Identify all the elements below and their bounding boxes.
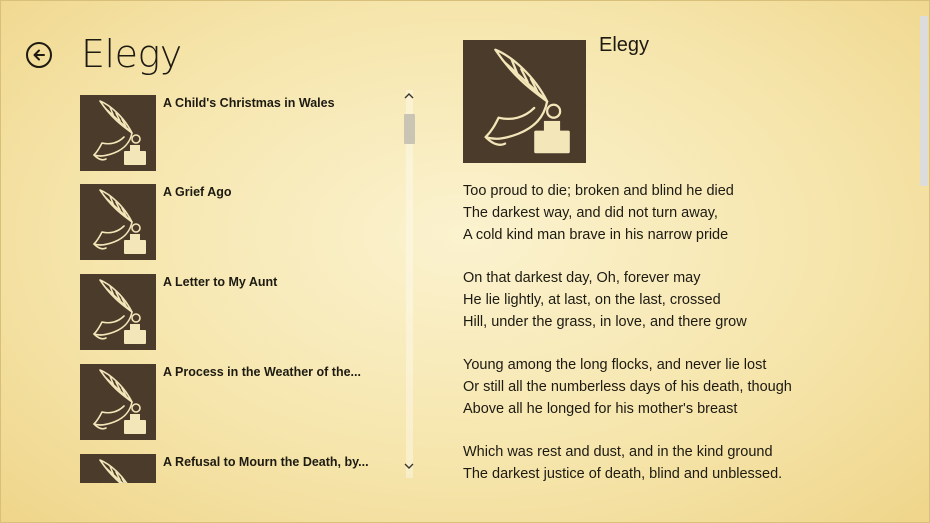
list-scrollbar[interactable] <box>402 90 416 478</box>
poem-text <box>463 180 903 506</box>
list-item[interactable] <box>80 95 400 171</box>
quill-inkwell-icon <box>80 454 156 483</box>
poem-line: He lie lightly, at last, on the last, crossed <box>463 292 721 308</box>
poem-list <box>80 95 400 483</box>
poem-line: The darkest way, and did not turn away, <box>463 205 718 221</box>
stanza <box>463 354 903 420</box>
stanza <box>463 267 903 333</box>
back-arrow-icon <box>31 47 47 63</box>
quill-inkwell-icon <box>80 184 156 260</box>
poem-line: Young among the long flocks, and never lie lost <box>463 357 767 373</box>
list-item-title: A Refusal to Mourn the Death, by... <box>163 455 369 469</box>
list-item[interactable] <box>80 184 400 260</box>
chevron-up-icon <box>404 92 414 100</box>
scrollbar-thumb[interactable] <box>404 114 415 144</box>
list-item[interactable] <box>80 454 400 483</box>
poem-line: Or still all the numberless days of his death, though <box>463 379 792 395</box>
stanza <box>463 180 903 246</box>
stanza <box>463 441 903 485</box>
poem-line: A cold kind man brave in his narrow pride <box>463 227 729 243</box>
scroll-up-button[interactable] <box>402 90 416 102</box>
poem-line: Hill, under the grass, in love, and there grow <box>463 314 747 330</box>
list-item-title: A Child's Christmas in Wales <box>163 96 335 110</box>
poem-line: On that darkest day, Oh, forever may <box>463 270 701 286</box>
poem-line: Which was rest and dust, and in the kind ground <box>463 444 773 460</box>
quill-inkwell-icon <box>80 274 156 350</box>
scrollbar-track[interactable] <box>406 90 413 478</box>
list-item[interactable] <box>80 364 400 440</box>
poem-line: The darkest justice of death, blind and unblessed. <box>463 466 783 482</box>
quill-inkwell-icon <box>80 364 156 440</box>
quill-inkwell-icon <box>80 95 156 171</box>
list-item-title: A Process in the Weather of the... <box>163 365 361 379</box>
list-item[interactable] <box>80 274 400 350</box>
quill-inkwell-icon <box>463 40 586 163</box>
poem-title: Elegy <box>599 34 650 56</box>
page-title: Elegy <box>81 32 182 76</box>
list-item-title: A Grief Ago <box>163 185 232 199</box>
page-scrollbar-thumb[interactable] <box>920 16 928 186</box>
chevron-down-icon <box>404 462 414 470</box>
scroll-down-button[interactable] <box>402 460 416 472</box>
back-button[interactable] <box>26 42 52 68</box>
list-item-title: A Letter to My Aunt <box>163 275 278 289</box>
poem-line: Too proud to die; broken and blind he died <box>463 183 734 199</box>
poem-line: Above all he longed for his mother's breast <box>463 401 738 417</box>
